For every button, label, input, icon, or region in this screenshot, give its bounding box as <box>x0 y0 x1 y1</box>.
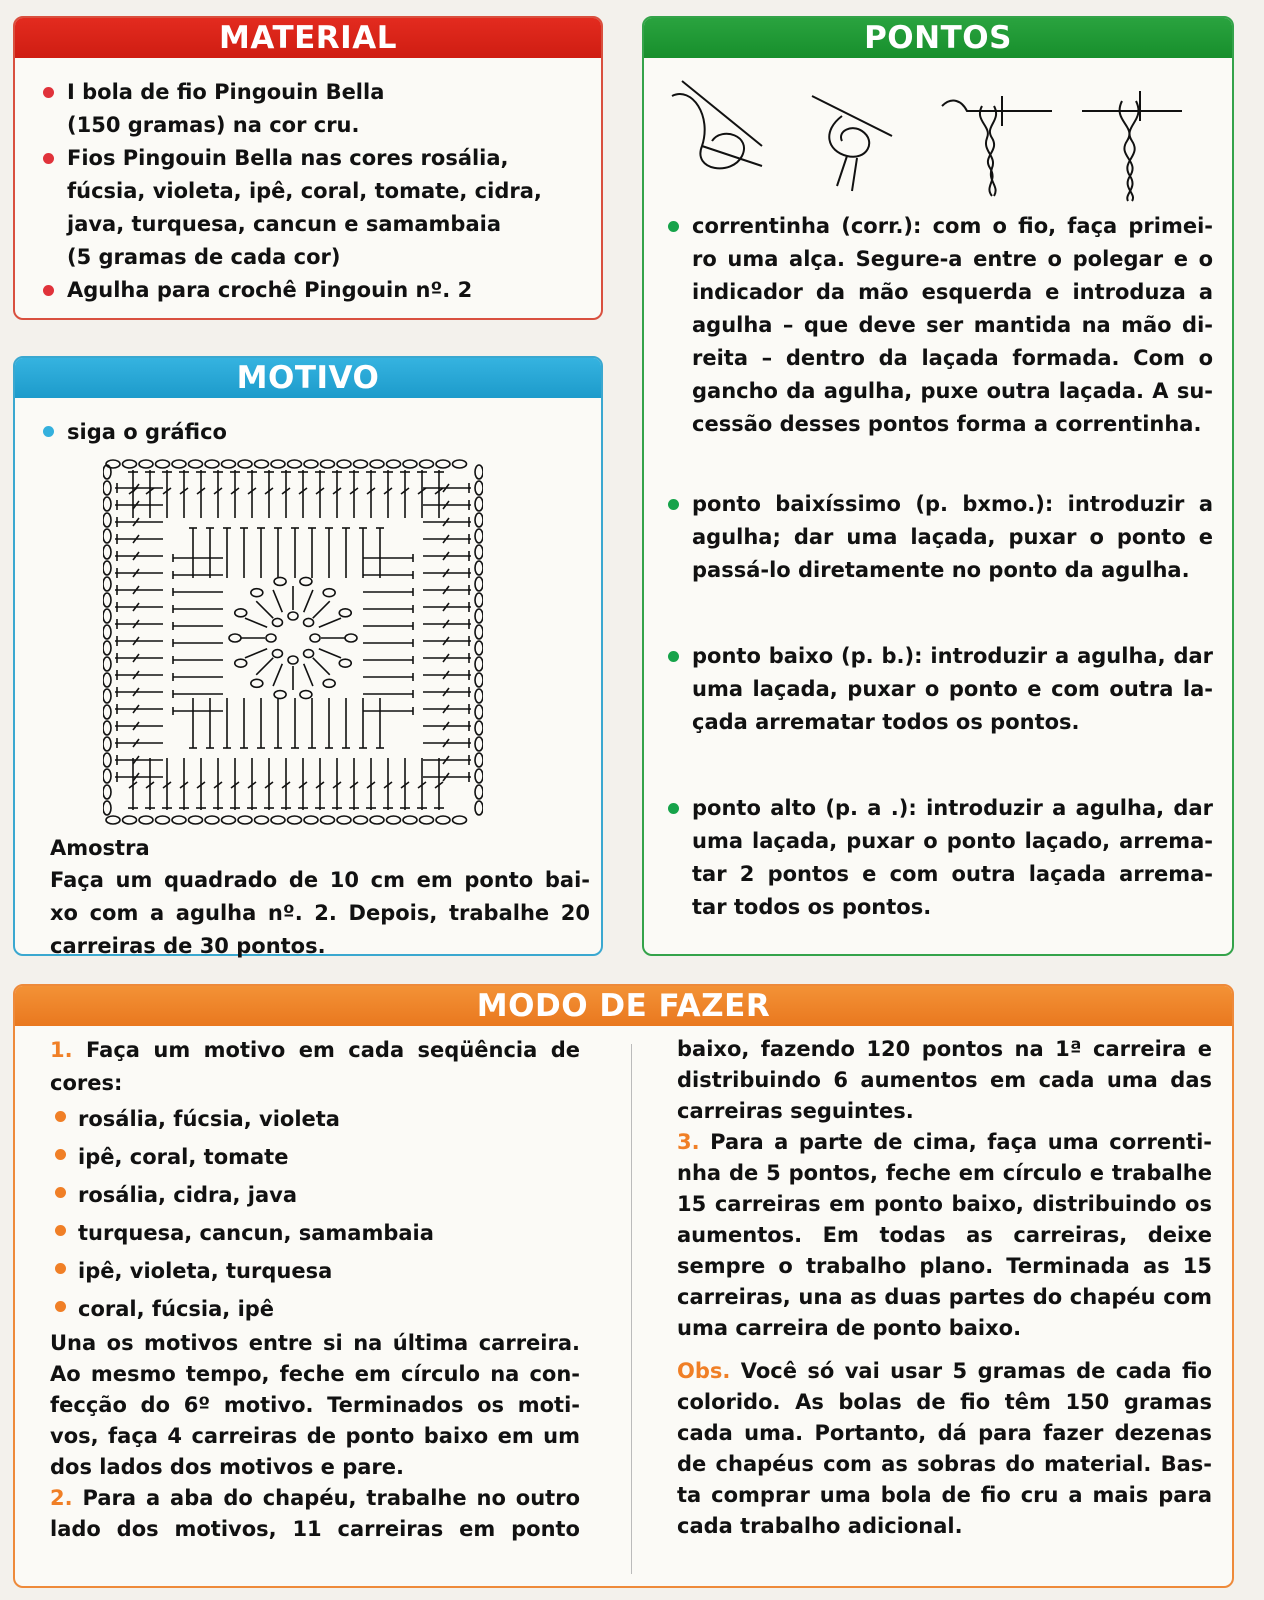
sample-text <box>50 864 590 963</box>
step-line: cores: <box>50 1071 123 1095</box>
stitch-line: correntinha (corr.): com o fio, faça primei- <box>692 214 1213 238</box>
step-line: Para a parte de cima, faça uma correnti- <box>710 1130 1212 1154</box>
stitch-line: gancho da agulha, puxe outra laçada. A su- <box>692 379 1213 403</box>
stitch-line: agulha – que deve ser mantida na mão di- <box>692 313 1213 337</box>
stitch-line: uma laçada, puxar o ponto laçado, arrema- <box>692 829 1213 853</box>
material-line: Fios Pingouin Bella nas cores rosália, <box>67 146 509 170</box>
stitch-illustration <box>662 76 1218 206</box>
stitch-line: çada arrematar todos os pontos. <box>692 710 1080 734</box>
bullet-icon <box>55 1263 66 1274</box>
obs-line: Você só vai usar 5 gramas de cada fio <box>740 1359 1212 1383</box>
color-text: rosália, cidra, java <box>78 1183 298 1207</box>
obs-line: ta comprar uma bola de fio cru a mais para <box>677 1483 1212 1507</box>
step-line: Una os motivos entre si na última carreira. <box>50 1331 580 1355</box>
step-line: vos, faça 4 carreiras de ponto baixo em um <box>50 1424 580 1448</box>
step-line: lado dos motivos, 11 carreiras em ponto <box>50 1517 580 1541</box>
motivo-bullet <box>43 416 583 449</box>
bullet-icon <box>668 499 679 510</box>
material-line: (5 gramas de cada cor) <box>67 245 341 269</box>
stitch-line: tar 2 pontos e com outra laçada arrema- <box>692 862 1213 886</box>
material-item <box>43 142 573 274</box>
color-item <box>50 1252 580 1290</box>
bullet-icon <box>43 285 54 296</box>
obs-line: de chapéus com as sobras do material. Bas- <box>677 1452 1212 1476</box>
column-divider <box>631 1044 632 1574</box>
step-line: aumentos. Em todas as carreiras, deixe <box>677 1223 1212 1247</box>
sample-line: xo com a agulha nº. 2. Depois, trabalhe 20 <box>50 901 590 925</box>
step-line: carreiras, una as duas partes do chapéu com <box>677 1285 1212 1309</box>
motivo-box <box>13 356 603 956</box>
step-line: dos lados dos motivos e pare. <box>50 1455 404 1479</box>
stitch-item <box>668 792 1213 924</box>
color-item <box>50 1214 580 1252</box>
step-line: sempre o trabalho plano. Terminada as 15 <box>677 1254 1212 1278</box>
bullet-icon <box>43 87 54 98</box>
bullet-icon <box>668 221 679 232</box>
step-1 <box>50 1034 580 1100</box>
obs-line: cada trabalho adicional. <box>677 1514 963 1538</box>
step-line: 15 carreiras em ponto baixo, distribuindo os <box>677 1192 1212 1216</box>
stitch-line: uma laçada, puxar o ponto e com outra la- <box>692 677 1213 701</box>
step-line: fecção do 6º motivo. Terminados os moti- <box>50 1393 580 1417</box>
obs-label: Obs. <box>677 1359 741 1383</box>
step-number: 1. <box>50 1038 87 1062</box>
modo-right-column <box>677 1034 1212 1542</box>
stitch-line: indicador da mão esquerda e introduza a <box>692 280 1213 304</box>
material-line: fúcsia, violeta, ipê, coral, tomate, cidra, <box>67 179 542 203</box>
sample-title: Amostra <box>50 836 150 860</box>
step-line: distribuindo 6 aumentos em cada uma das <box>677 1068 1212 1092</box>
stitch-line: reita – dentro da laçada formada. Com o <box>692 346 1213 370</box>
color-text: ipê, coral, tomate <box>78 1145 289 1169</box>
pontos-box <box>642 16 1234 956</box>
step-line: nha de 5 pontos, feche em círculo e trabalhe <box>677 1161 1212 1185</box>
step-line: Faça um motivo em cada seqüência de <box>86 1038 580 1062</box>
stitch-item <box>668 640 1213 739</box>
stitch-line: passá-lo diretamente no ponto da agulha. <box>692 558 1190 582</box>
bullet-icon <box>668 651 679 662</box>
stitch-line: ponto alto (p. a .): introduzir a agulha, dar <box>692 796 1213 820</box>
color-text: coral, fúcsia, ipê <box>78 1297 275 1321</box>
material-box <box>13 16 603 320</box>
bullet-icon <box>43 153 54 164</box>
bullet-icon <box>55 1225 66 1236</box>
color-text: turquesa, cancun, samambaia <box>78 1221 434 1245</box>
bullet-icon <box>55 1301 66 1312</box>
color-item <box>50 1100 580 1138</box>
motivo-header: MOTIVO <box>15 358 601 398</box>
motivo-bullet-text: siga o gráfico <box>67 420 227 444</box>
step-number: 2. <box>50 1486 83 1510</box>
step-line: Ao mesmo tempo, feche em círculo na con- <box>50 1362 580 1386</box>
color-text: rosália, fúcsia, violeta <box>78 1107 340 1131</box>
color-text: ipê, violeta, turquesa <box>78 1259 333 1283</box>
bullet-icon <box>668 803 679 814</box>
modo-left-column <box>50 1034 580 1545</box>
stitch-line: agulha; dar uma laçada, puxar o ponto e <box>692 525 1213 549</box>
material-line: java, turquesa, cancun e samambaia <box>67 212 502 236</box>
bullet-icon <box>55 1111 66 1122</box>
bullet-icon <box>55 1149 66 1160</box>
color-item <box>50 1176 580 1214</box>
color-list <box>50 1100 580 1328</box>
material-line: I bola de fio Pingouin Bella <box>67 80 385 104</box>
sample-line: Faça um quadrado de 10 cm em ponto bai- <box>50 868 590 892</box>
stitch-line: ponto baixo (p. b.): introduzir a agulha, dar <box>692 644 1213 668</box>
stitch-line: cessão desses pontos forma a correntinha. <box>692 412 1202 436</box>
sample-line: carreiras de 30 pontos. <box>50 934 326 958</box>
step-line: Para a aba do chapéu, trabalhe no outro <box>82 1486 580 1510</box>
material-item <box>43 274 573 307</box>
stitch-line: tar todos os pontos. <box>692 895 932 919</box>
modo-header: MODO DE FAZER <box>15 986 1232 1026</box>
stitch-item <box>668 488 1213 587</box>
material-line: Agulha para crochê Pingouin nº. 2 <box>67 278 473 302</box>
color-item <box>50 1290 580 1328</box>
pontos-header: PONTOS <box>644 18 1232 58</box>
modo-box <box>13 984 1234 1588</box>
bullet-icon <box>43 426 54 437</box>
material-header: MATERIAL <box>15 18 601 58</box>
stitch-item <box>668 210 1213 441</box>
material-line: (150 gramas) na cor cru. <box>67 113 360 137</box>
stitch-line: ponto baixíssimo (p. bxmo.): introduzir a <box>692 492 1213 516</box>
color-item <box>50 1138 580 1176</box>
obs-line: colorido. As bolas de fio têm 150 gramas <box>677 1390 1212 1414</box>
obs-line: cada uma. Portanto, dá para fazer dezenas <box>677 1421 1212 1445</box>
step-line: baixo, fazendo 120 pontos na 1ª carreira e <box>677 1037 1212 1061</box>
step-line: uma carreira de ponto baixo. <box>677 1316 1022 1340</box>
material-item <box>43 76 573 142</box>
stitch-line: ro uma alça. Segure-a entre o polegar e o <box>692 247 1213 271</box>
bullet-icon <box>55 1187 66 1198</box>
crochet-chart <box>103 458 483 828</box>
step-number: 3. <box>677 1130 711 1154</box>
step-line: carreiras seguintes. <box>677 1099 914 1123</box>
